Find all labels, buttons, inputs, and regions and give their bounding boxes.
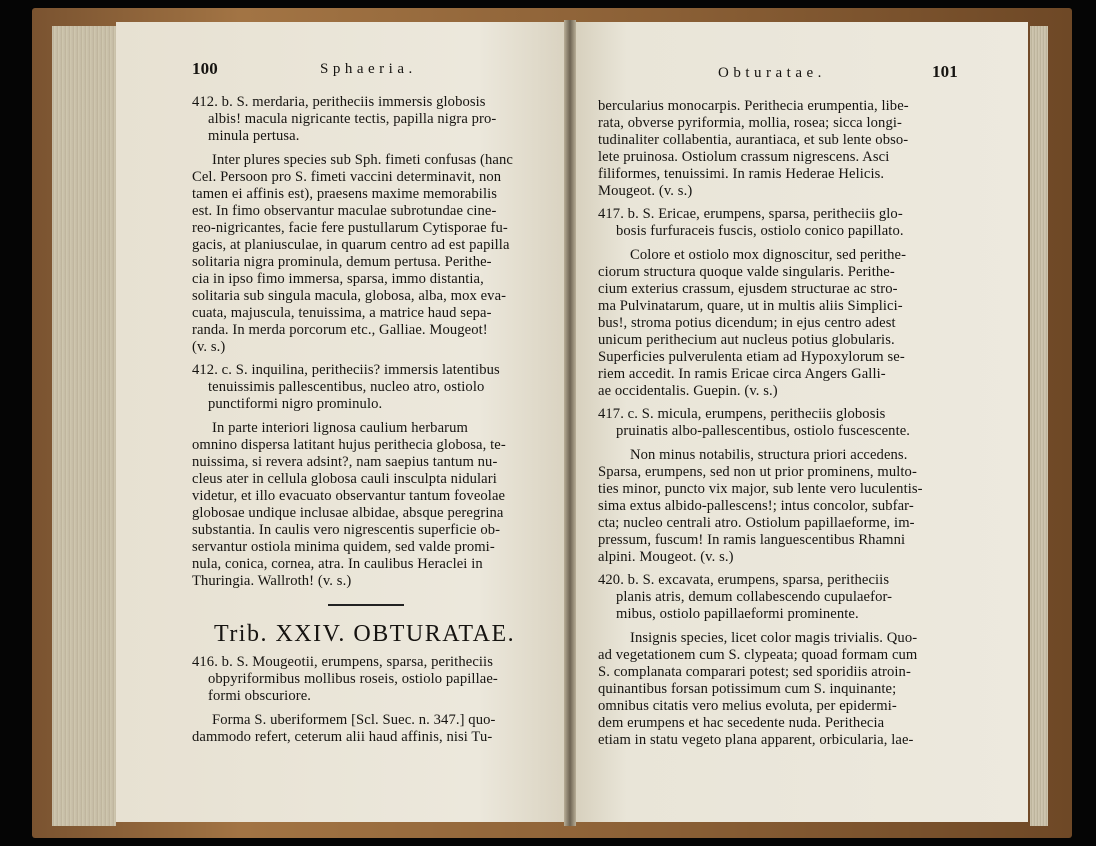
text-line: Colore et ostiolo mox dignoscitur, sed perithe- (630, 247, 907, 263)
text-line: tudinaliter collabentia, aurantiaca, et sub lente obso- (598, 132, 909, 148)
text-line: est. In fimo observantur maculae subrotundae cine- (192, 203, 497, 219)
text-line: (v. s.) (192, 339, 226, 355)
text-line: 412. c. S. inquilina, peritheciis? immersis latentibus (192, 362, 500, 378)
text-line: omnibus citatis vero melius evoluta, per epidermi- (598, 698, 897, 714)
text-line: lete pruinosa. Ostiolum crassum nigrescens. Asci (598, 149, 890, 165)
text-line: Superficies pulverulenta etiam ad Hypoxylorum se- (598, 349, 905, 365)
text-line: filiformes, tenuissimi. In ramis Hederae Helicis. (598, 166, 885, 182)
text-line: tamen ei affinis est), praesens maxime memorabilis (192, 186, 498, 202)
text-line: tenuissimis pallescentibus, nucleo atro, ostiolo (208, 379, 485, 395)
text-line: bosis furfuraceis fuscis, ostiolo conico papillato. (616, 223, 904, 239)
text-line: Non minus notabilis, structura priori accedens. (630, 447, 908, 463)
text-line: bus!, stroma potius dicendum; in ejus centro adest (598, 315, 896, 331)
text-line: 412. b. S. merdaria, peritheciis immersis globosis (192, 94, 486, 110)
text-line: Insignis species, licet color magis trivialis. Quo- (630, 630, 918, 646)
text-line: Mougeot. (v. s.) (598, 183, 693, 199)
text-line: minula pertusa. (208, 128, 300, 144)
text-line: reo-nigricantes, facie fere pustullarum Cytisporae fu- (192, 220, 508, 236)
text-line: albis! macula nigricante tectis, papilla nigra pro- (208, 111, 497, 127)
page-number: 100 (192, 59, 218, 78)
text-line: pressum, fuscum! In ramis languescentibus Rhamni (598, 532, 906, 548)
text-line: 417. b. S. Ericae, erumpens, sparsa, peritheciis glo- (598, 206, 903, 222)
text-line: ciorum structura quoque valde singularis. Perithe- (598, 264, 895, 280)
page-edges-right (1030, 26, 1048, 826)
text-line: dem erumpens et hac secedente nuda. Perithecia (598, 715, 885, 731)
text-line: rata, obverse pyriformia, mollia, rosea; sicca longi- (598, 115, 902, 131)
text-line: sima extus albido-pallescens!; intus concolor, subfar- (598, 498, 914, 514)
text-line: cia in ipso fimo immersa, sparsa, immo distantia, (192, 271, 484, 287)
text-line: globosae undique inclusae albidae, absque peregrina (192, 505, 504, 521)
text-line: riem accedit. In ramis Ericae circa Angers Galli- (598, 366, 886, 382)
text-line: cuata, majuscula, tenuissima, a matrice haud sepa- (192, 305, 492, 321)
text-line: ties minor, puncto vix major, sub lente vero luculentis- (598, 481, 923, 497)
text-line: mibus, ostiolo papillaeformi prominente. (616, 606, 859, 622)
text-line: Inter plures species sub Sph. fimeti confusas (hanc (212, 152, 513, 168)
text-line: formi obscuriore. (208, 688, 312, 704)
section-rule (328, 604, 404, 606)
text-line: S. complanata comparari potest; sed sporidiis atroin- (598, 664, 911, 680)
text-line: bercularius monocarpis. Perithecia erumpentia, libe- (598, 98, 909, 114)
text-line: ad vegetationem cum S. clypeata; quoad formam cum (598, 647, 918, 663)
text-line: nula, conica, cornea, atra. In caulibus Heraclei in (192, 556, 483, 572)
text-line: cium exterius crassum, ejusdem structurae ac stro- (598, 281, 898, 297)
text-line: pruinatis albo-pallescentibus, ostiolo fuscescente. (616, 423, 911, 439)
text-line: obpyriformibus mollibus roseis, ostiolo papillae- (208, 671, 498, 687)
tribe-heading: Trib. XXIV. OBTURATAE. (214, 621, 516, 647)
text-line: ma Pulvinatarum, quare, ut in multis aliis Simplici- (598, 298, 903, 314)
text-line: videtur, et illo evacuato observantur tantum foveolae (192, 488, 506, 504)
text-line: ae occidentalis. Guepin. (v. s.) (598, 383, 778, 399)
text-line: quinantibus forsan potissimum cum S. inquinante; (598, 681, 897, 697)
running-head: Sphaeria. (320, 61, 417, 77)
left-page (116, 22, 568, 822)
book-gutter (564, 20, 576, 826)
text-line: punctiformi nigro prominulo. (208, 396, 383, 412)
page-edges-left (52, 26, 116, 826)
text-line: Forma S. uberiformem [Scl. Suec. n. 347.] quo- (212, 712, 496, 728)
text-line: omnino dispersa latitant hujus perithecia globosa, te- (192, 437, 506, 453)
text-line: 417. c. S. micula, erumpens, peritheciis globosis (598, 406, 886, 422)
text-line: substantia. In caulis vero nigrescentis superficie ob- (192, 522, 501, 538)
text-line: randa. In merda porcorum etc., Galliae. Mougeot! (192, 322, 488, 338)
text-line: Sparsa, erumpens, sed non ut prior prominens, multo- (598, 464, 917, 480)
text-line: cleus ater in cellula globosa cauli insculpta nidulari (192, 471, 497, 487)
text-line: alpini. Mougeot. (v. s.) (598, 549, 734, 565)
text-line: unicum perithecium aut nucleus potius globularis. (598, 332, 895, 348)
text-line: planis atris, demum collabescendo cupulaefor- (616, 589, 893, 605)
text-line: nuissima, si revera adsint?, nam saepius tantum nu- (192, 454, 498, 470)
text-line: etiam in statu vegeto plana apparent, orbicularia, lae- (598, 732, 914, 748)
text-line: servantur ostiola minima quidem, sed valde promi- (192, 539, 495, 555)
page-number: 101 (932, 62, 958, 81)
right-page (572, 22, 1028, 822)
text-line: solitaria nigra prominula, demum pertusa. Perithe- (192, 254, 492, 270)
running-head: Obturatae. (718, 65, 826, 81)
text-line: cta; nucleo centrali atro. Ostiolum papillaeforme, im- (598, 515, 915, 531)
text-line: 420. b. S. excavata, erumpens, sparsa, peritheciis (598, 572, 890, 588)
text-line: gacis, at planiusculae, in quarum centro ad est papilla (192, 237, 510, 253)
text-line: Cel. Persoon pro S. fimeti vaccini determinavit, non (192, 169, 502, 185)
text-line: solitaria sub singula macula, globosa, alba, mox eva- (192, 288, 507, 304)
text-line: Thuringia. Wallroth! (v. s.) (192, 573, 352, 589)
text-line: dammodo refert, ceterum alii haud affinis, nisi Tu- (192, 729, 493, 745)
text-line: 416. b. S. Mougeotii, erumpens, sparsa, peritheciis (192, 654, 493, 670)
text-line: In parte interiori lignosa caulium herbarum (212, 420, 468, 436)
